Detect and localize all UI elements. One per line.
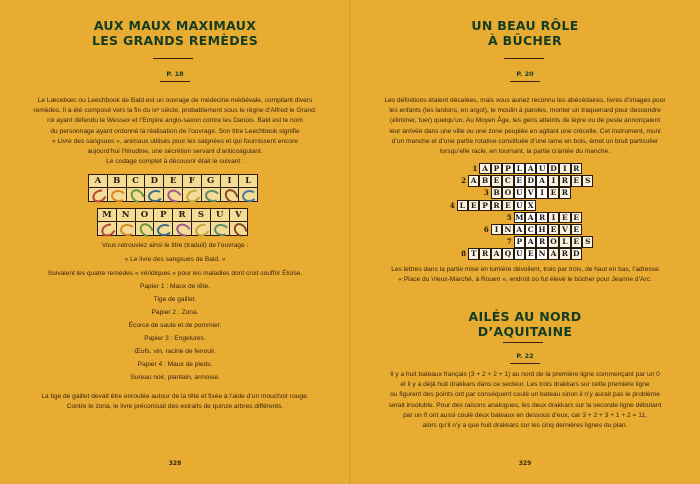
para-line: du personnage ayant ordonné la réalisation de l’ouvrage. Son titre Leechbook signifie [50, 127, 300, 135]
leech-symbol-icon [157, 223, 174, 237]
cipher-table-row2 [97, 208, 248, 236]
section-title-line1: UN BEAU RÔLE [471, 18, 579, 33]
title-rule [153, 58, 193, 59]
solution-line: Suivaient les quatre remèdes « véridiques » pour les maladies dont croit souffrir Éloïse. [47, 270, 303, 277]
cipher-letter: F [183, 175, 201, 188]
crossword-row-number: 6 [483, 225, 489, 234]
crossword-cell: E [548, 224, 559, 235]
cipher-symbol-cell [136, 222, 154, 235]
cipher-letter: S [192, 209, 210, 222]
crossword-cell: B [479, 175, 490, 186]
leech-symbol-icon [119, 223, 135, 237]
crossword-cell: I [548, 175, 559, 186]
crossword-cell: R [571, 163, 582, 174]
crossword-row-number: 5 [506, 212, 512, 222]
title-rule [504, 58, 544, 59]
cipher-letter: D [145, 175, 163, 188]
cipher-letter: M [98, 209, 116, 222]
para-line: les enfants (les lardons, en argot), le moulin à paroles, monter un traquenard pour descendre [389, 107, 661, 115]
para-line: remèdes. Il a été composé vers la fin du ixᵉ siècle, probablement sous le règne d’Alfred le Grand, [33, 107, 317, 115]
crossword-cell: E [468, 200, 479, 211]
cipher-table-row1 [88, 174, 258, 202]
cipher-column [192, 209, 211, 235]
cipher-symbol-cell [192, 222, 210, 235]
cipher-symbol-cell [117, 222, 135, 235]
para-line: alors qu’il n’y a que huit drakkars sur les cinq dernières lignes du plan. [422, 422, 628, 430]
crossword-cell: E [491, 175, 502, 186]
solution-line: Écorce de saule et de pommier. [128, 322, 222, 329]
cipher-symbol-cell [145, 188, 163, 201]
section-title-line1: AILÉS AU NORD [468, 309, 582, 324]
cipher-letter: G [202, 175, 220, 188]
para-line: Les lettres dans la partie mise en lumière dévoilent, trois par trois, de haut en bas, l’adresse [391, 266, 659, 273]
solution-line: Papier 3 : Engelures. [144, 335, 206, 342]
solution-line: Œufs, vin, racine de fenouil. [134, 348, 216, 355]
crossword-cell: L [457, 200, 468, 211]
cipher-letter: L [239, 175, 257, 188]
crossword-cell: C [502, 175, 513, 186]
crossword-cell: O [502, 187, 513, 198]
crossword-cell: E [548, 187, 559, 198]
cipher-symbol-cell [108, 188, 126, 201]
solution-line: Papier 4 : Maux de pieds. [137, 361, 213, 368]
para-line: et il y a déjà huit drakkars dans ce secteur. Les trois drakkars sur cette première ligne [400, 381, 650, 389]
leech-symbol-icon [174, 221, 193, 239]
crossword-cell: U [514, 200, 525, 211]
crossword-cell: I [559, 163, 570, 174]
crossword-row-number: 2 [461, 176, 466, 186]
crossword-cell: P [514, 236, 525, 247]
section-title-line2: À BÛCHER [488, 33, 562, 48]
para-line: « Livre des sangsues », animaux utilisés pour les saignées et qui fournissent encore [52, 137, 298, 145]
cipher-column [183, 175, 202, 201]
reference-rule [510, 81, 540, 82]
section-title-line2: LES GRANDS REMÈDES [91, 33, 259, 48]
cipher-column [164, 175, 183, 201]
crossword-cell: R [559, 187, 570, 198]
crossword-cell: O [548, 236, 559, 247]
para-line: Le codage complet à découvrir était le suivant : [106, 158, 244, 166]
cipher-column [221, 175, 240, 201]
para-line: par un 0 ont aussi coulé deux bateaux en dessous d’eux, car 3 + 2 + 3 + 1 + 2 = 11, [403, 411, 647, 419]
para-line: leur arrivée dans une ville ou une zone peuplée en agitant une crécelle. Cet instrument, muni [389, 127, 661, 135]
crossword-row-number: 7 [506, 237, 512, 247]
para-line: d’un manche et d’une partie rotative constituée d’une lame en bois, émet un bruit particulier [391, 137, 659, 145]
para-line: Contre le zona, le livre préconisait des extraits de quinze arbres différents. [66, 403, 284, 411]
crossword-cell: E [571, 175, 582, 186]
crossword-cell: L [559, 236, 570, 247]
crossword-cell: D [571, 248, 582, 259]
crossword-cell: L [514, 163, 525, 174]
cipher-symbol-cell [239, 188, 257, 201]
crossword-cell: P [491, 163, 502, 174]
crossword-paragraph [368, 96, 682, 157]
cipher-symbol-cell [173, 222, 191, 235]
cipher-column [230, 209, 248, 235]
solution-line: Papier 1 : Maux de tête. [139, 283, 210, 290]
cipher-column [211, 209, 230, 235]
leech-symbol-icon [165, 187, 184, 205]
para-line: « Place du Vieux-Marché, à Rouen », endroit où fut élevé le bûcher pour Jeanne d’Arc. [398, 276, 652, 284]
crossword-cell: P [479, 200, 490, 211]
solution-line: Tige de gaillet. [153, 296, 197, 303]
cipher-column [117, 209, 136, 235]
cipher-symbol-cell [98, 222, 116, 235]
cipher-symbol-cell [211, 222, 229, 235]
cipher-symbol-cell [230, 222, 248, 235]
crossword-cell: E [571, 236, 582, 247]
cipher-letter: E [164, 175, 182, 188]
title-rule [503, 342, 543, 343]
leech-symbol-icon [99, 221, 118, 239]
crossword-cell: A [491, 248, 502, 259]
crossword-cell: A [468, 175, 479, 186]
crossword-cell: U [536, 163, 547, 174]
cipher-letter: N [117, 209, 135, 222]
crossword-cell: R [536, 212, 547, 223]
leech-symbol-icon [90, 187, 109, 205]
crossword-cell: U [514, 187, 525, 198]
cipher-letter: B [108, 175, 126, 188]
crossword-cell: V [559, 224, 570, 235]
cipher-symbol-cell [164, 188, 182, 201]
cipher-letter: O [136, 209, 154, 222]
cipher-letter: R [173, 209, 191, 222]
crossword-cell: D [548, 163, 559, 174]
para-line: lorsqu’elle racle, en tournant, la partie crantée du manche. [439, 148, 611, 156]
cipher-column [127, 175, 146, 201]
crossword-cell: X [525, 200, 536, 211]
solution-line: Papier 2 : Zona. [151, 309, 199, 316]
crossword-row-number: 1 [472, 164, 478, 173]
crossword-cell: U [514, 248, 525, 259]
crossword-cell: P [502, 163, 513, 174]
intro-paragraph [18, 96, 332, 167]
para-line: La tige de gaillet devait être enroulée autour de la tête et fixée à l’aide d’un mouchoir rouge. [41, 393, 309, 400]
solution-line: Sureau noir, plantain, armoise. [130, 374, 220, 381]
para-line: roi ayant défendu le Wessex et l’Empire anglo-saxon contre les Danois. Bald est le nom [47, 117, 303, 125]
cipher-symbol-cell [89, 188, 107, 201]
crossword-cell: R [491, 200, 502, 211]
para-line: (éliminer, tuer) quelqu’un. Au Moyen Âge, les gens atteints de lèpre ou de peste annonçaient [389, 117, 661, 125]
cipher-column [89, 175, 108, 201]
leech-symbol-icon [231, 220, 250, 239]
crossword-cell: A [536, 175, 547, 186]
crossword-cell: N [502, 224, 513, 235]
crossword-cell: E [559, 212, 570, 223]
cipher-letter: C [127, 175, 145, 188]
section-title-line2: D’AQUITAINE [477, 324, 573, 339]
leech-symbol-icon [242, 189, 258, 202]
crossword-cell: E [502, 200, 513, 211]
right-page [350, 0, 700, 484]
cipher-column [202, 175, 221, 201]
reference-rule [510, 363, 540, 364]
crossword-cell: A [525, 163, 536, 174]
para-line: Il y a huit bateaux français (3 + 2 + 2 + 1) au nord de la première ligne commençant par un 0 [390, 371, 660, 378]
crossword-cell: S [582, 236, 593, 247]
cipher-column [136, 209, 155, 235]
reference-rule [160, 81, 190, 82]
crossword-cell: R [559, 175, 570, 186]
para-line: aujourd’hui l’hirudine, une sécrétion servant d’anticoagulant. [87, 148, 263, 156]
crossword-cell: A [514, 224, 525, 235]
crossword-cell: E [571, 212, 582, 223]
crossword-cell: E [514, 175, 525, 186]
solution-line: Vous retrouviez ainsi le titre (traduit) de l’ouvrage : [101, 242, 249, 249]
cipher-column [108, 175, 127, 201]
leech-symbol-icon [148, 189, 165, 203]
leech-symbol-icon [184, 187, 203, 204]
crossword-cell: A [479, 163, 490, 174]
crossword-answer [368, 265, 682, 285]
crossword-cell: T [468, 248, 479, 259]
closing-paragraph [18, 392, 332, 412]
leech-symbol-icon [110, 189, 126, 203]
crossword-row-number: 4 [449, 200, 455, 210]
solution-line: « Le livre des sangsues de Bald. » [124, 256, 226, 263]
crossword-cell: C [525, 224, 536, 235]
crossword-cell: R [479, 248, 490, 259]
page-reference: P. 18 [166, 70, 184, 78]
cipher-column [239, 175, 257, 201]
leech-symbol-icon [137, 220, 156, 239]
crossword-cell: I [536, 187, 547, 198]
crossword-cell: N [536, 248, 547, 259]
cipher-column [154, 209, 173, 235]
page-number: 329 [518, 460, 532, 467]
para-line: ou figurent des points ont par conséquent coulé un bateau sinon il n’y aurait pas le problème [390, 391, 660, 399]
leech-symbol-icon [204, 189, 221, 204]
cipher-letter: V [230, 209, 248, 222]
crossword-row-number: 8 [461, 249, 466, 259]
cipher-letter: U [211, 209, 229, 222]
crossword-cell: A [525, 236, 536, 247]
leech-symbol-icon [128, 186, 147, 205]
cipher-symbol-cell [202, 188, 220, 201]
crossword-cell: D [525, 175, 536, 186]
cipher-symbol-cell [183, 188, 201, 201]
cipher-symbol-cell [154, 222, 172, 235]
crossword-cell: I [548, 212, 559, 223]
crossword-cell: S [582, 175, 593, 186]
cipher-column [145, 175, 164, 201]
crossword-cell: A [525, 212, 536, 223]
cipher-column [173, 209, 192, 235]
crossword-cell: H [536, 224, 547, 235]
crossword-cell: Q [502, 248, 513, 259]
page-reference: P. 22 [516, 352, 534, 360]
para-line: Les définitions étaient décalées, mais vous auriez reconnu les abécédaires, livres d’images pour [384, 97, 666, 104]
cipher-letter: A [89, 175, 107, 188]
leech-symbol-icon [193, 221, 212, 238]
cipher-symbol-cell [221, 188, 239, 201]
page-reference: P. 20 [516, 70, 534, 78]
crossword-cell: R [559, 248, 570, 259]
cipher-letter: I [221, 175, 239, 188]
cipher-column [98, 209, 117, 235]
para-line: serait insoluble. Pour des raisons analogues, les deux drakkars sur la seconde ligne débutant [388, 401, 662, 409]
leech-symbol-icon [213, 223, 230, 238]
crossword-cell: B [491, 187, 502, 198]
crossword-cell: E [571, 224, 582, 235]
crossword-cell: E [525, 248, 536, 259]
drakkar-paragraph [364, 370, 686, 431]
section-title-line1: AUX MAUX MAXIMAUX [93, 18, 257, 33]
cipher-symbol-cell [127, 188, 145, 201]
cipher-letter: P [154, 209, 172, 222]
page-number: 328 [168, 460, 182, 467]
leech-symbol-icon [222, 186, 241, 205]
crossword-cell: I [491, 224, 502, 235]
crossword-cell: R [536, 236, 547, 247]
para-line: Le Læcebœc ou Leechbook de Bald est un ouvrage de médecine médiévale, compilant divers [37, 97, 313, 104]
crossword-cell: M [515, 212, 524, 222]
crossword-cell: V [525, 187, 536, 198]
crossword-row-number: 3 [483, 188, 489, 198]
crossword-cell: A [548, 248, 559, 259]
